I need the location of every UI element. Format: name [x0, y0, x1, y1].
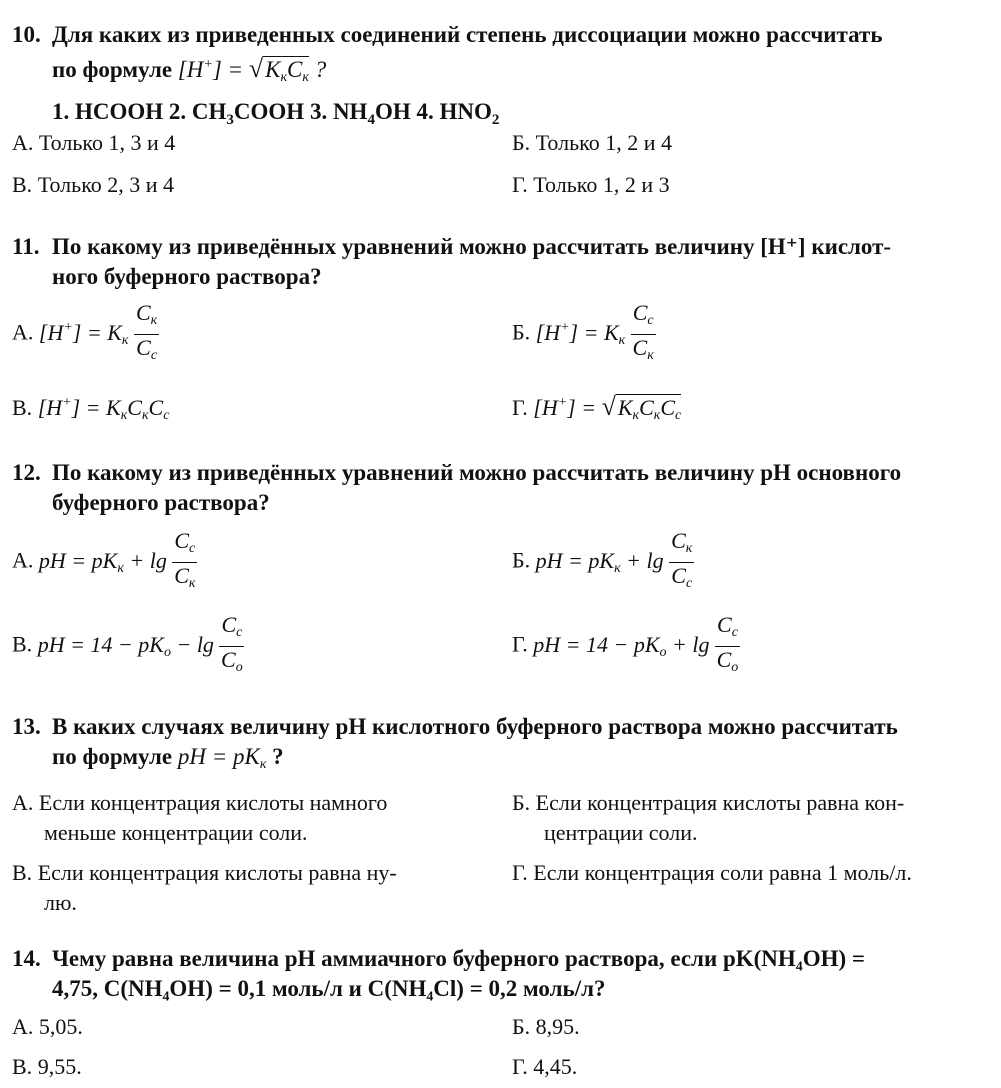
option-v[interactable]: В. Только 2, 3 и 4 — [12, 172, 175, 197]
option-g[interactable]: Г. Только 1, 2 и 3 — [512, 172, 670, 197]
question-text-cont: 4,75, C(NH₄OH) = 0,1 моль/л и C(NH₄Cl) = 0,2 моль/л? — [52, 976, 606, 1001]
option-g[interactable]: Г. $[H^+] = √K_кC_кC_с$ — [512, 392, 682, 423]
option-v[interactable]: В. pH = $14 - pK_о - \lg$ $\frac{C_с}{C_о}$ — [12, 612, 243, 675]
question-number: 13. — [12, 714, 41, 739]
formula: pH = $14 - pK_о - \lg$ $\frac{C_с}{C_о}$ — [37, 612, 243, 675]
formula: $[H^+] = K_кC_кC_с$ — [37, 395, 170, 423]
option-g[interactable]: Г. Если концентрация соли равна 1 моль/л. — [512, 860, 912, 885]
formula: $[H^+] = √K_кC_кC_с$ — [533, 392, 682, 423]
formula: pH = $pK_к$ — [177, 744, 267, 772]
formula: pH = $pK_к + \lg$ $\frac{C_к}{C_с}$ — [535, 528, 693, 591]
option-b[interactable]: Б. 8,95. — [512, 1014, 580, 1039]
question-text: По какому из приведённых уравнений можно рассчитать величину [H⁺] кислот- — [52, 234, 892, 259]
question-text-cont: по формуле — [52, 744, 173, 769]
option-v[interactable]: В. Если концентрация кислоты равна ну- лю. — [12, 860, 397, 915]
question-number: 12. — [12, 460, 41, 485]
option-b[interactable]: Б. Только 1, 2 и 4 — [512, 130, 672, 155]
question-number: 14. — [12, 946, 41, 971]
question-13: 13. В каких случаях величину pH кислотного буферного раствора можно рассчитать по формуле pH = $pK_к$ ? — [12, 714, 898, 772]
option-a[interactable]: А. 5,05. — [12, 1014, 83, 1039]
question-text: В каких случаях величину pH кислотного буферного раствора можно рассчитать — [52, 714, 898, 739]
question-text-cont: буферного раствора? — [52, 490, 270, 515]
question-text-cont: по формуле — [52, 57, 173, 82]
question-number: 10. — [12, 22, 41, 47]
question-text: Чему равна величина pH аммиачного буферного раствора, если pK(NH₄OH) = — [52, 946, 865, 971]
question-11 — [12, 232, 992, 292]
compounds-list: 1. HCOOH 2. $CH_3COOH$ 3. $NH_4OH$ 4. $HNO_2$ — [52, 99, 500, 128]
option-b[interactable]: Б. pH = $pK_к + \lg$ $\frac{C_к}{C_с}$ — [512, 528, 693, 591]
option-b[interactable]: Б. Если концентрация кислоты равна кон- центрации соли. — [512, 790, 905, 845]
formula: pH = $14 - pK_о + \lg$ $\frac{C_с}{C_о}$ — [533, 612, 739, 675]
formula: $[H^+] = K_к$ $\frac{C_с}{C_к}$ — [535, 300, 654, 363]
option-a[interactable]: А. pH = $pK_к + \lg$ $\frac{C_с}{C_к}$ — [12, 528, 196, 591]
option-v[interactable]: В. $[H^+] = K_кC_кC_с$ — [12, 395, 170, 423]
option-a[interactable]: А. Если концентрация кислоты намного меньше концентрации соли. — [12, 790, 388, 845]
option-b[interactable]: Б. $[H^+] = K_к$ $\frac{C_с}{C_к}$ — [512, 300, 654, 363]
option-g[interactable]: Г. pH = $14 - pK_о + \lg$ $\frac{C_с}{C_о}$ — [512, 612, 739, 675]
option-a[interactable]: А. Только 1, 3 и 4 — [12, 130, 176, 155]
question-text-cont: ного буферного раствора? — [52, 264, 322, 289]
question-number: 11. — [12, 234, 40, 259]
option-g[interactable]: Г. 4,45. — [512, 1054, 578, 1079]
question-10 — [12, 20, 992, 135]
formula: $[H^+] = K_к$ $\frac{C_к}{C_с}$ — [38, 300, 158, 363]
question-text: Для каких из приведенных соединений степень диссоциации можно рассчитать — [52, 22, 883, 47]
formula: $[H^+] = √K_кC_к$ ? — [177, 54, 327, 85]
question-12 — [12, 458, 992, 518]
option-v[interactable]: В. 9,55. — [12, 1054, 82, 1079]
question-14 — [12, 944, 992, 1004]
question-text: По какому из приведённых уравнений можно рассчитать величину pH основного — [52, 460, 902, 485]
option-a[interactable]: А. $[H^+] = K_к$ $\frac{C_к}{C_с}$ — [12, 300, 158, 363]
formula: pH = $pK_к + \lg$ $\frac{C_с}{C_к}$ — [38, 528, 196, 591]
